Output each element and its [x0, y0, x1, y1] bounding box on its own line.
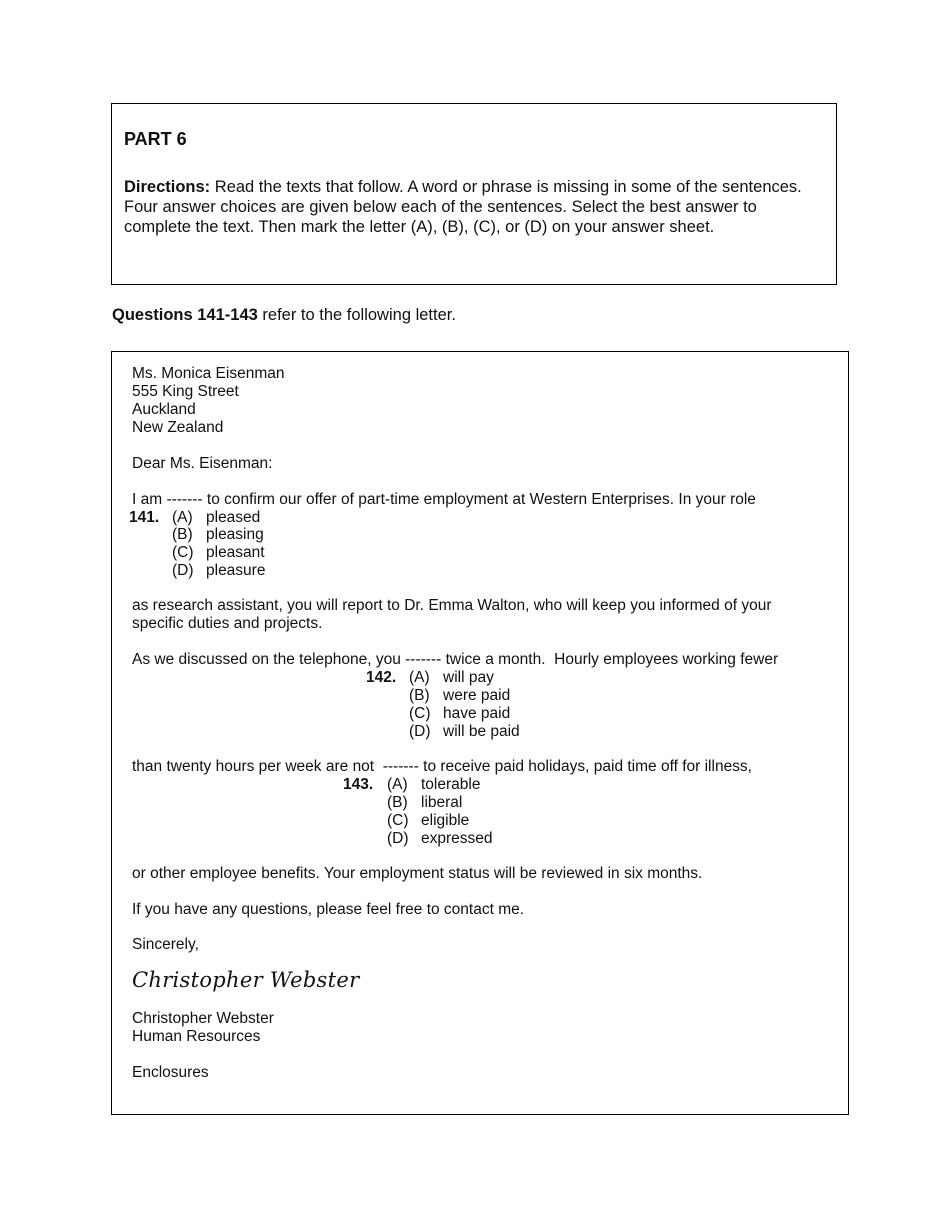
letter-line-2a: as research assistant, you will report to Dr. Emma Walton, who will keep you informed of your: [132, 597, 772, 614]
enclosures: Enclosures: [132, 1064, 209, 1081]
questions-heading: [112, 306, 456, 325]
letter-line-6: If you have any questions, please feel free to contact me.: [132, 901, 525, 918]
directions-label: Directions:: [124, 178, 211, 196]
answer-option: (C) eligible: [387, 812, 470, 829]
signer-name: Christopher Webster: [132, 1010, 274, 1027]
questions-range: Questions 141-143: [112, 306, 258, 324]
signature: Christopher Webster: [132, 968, 360, 992]
question-number: 141.: [129, 509, 160, 526]
directions-text: Read the texts that follow. A word or phrase is missing in some of the sentences. Four answer choices are given below each of the sentences. Select the best answer to complete the text. Then mark the letter (A), (B), (C), or (D) on your answer sheet.: [124, 178, 802, 236]
letter-line-5: or other employee benefits. Your employment status will be reviewed in six months.: [132, 865, 703, 882]
answer-option: (B) liberal: [387, 794, 463, 811]
answer-option: (D) expressed: [387, 830, 493, 847]
address-line: Auckland: [132, 401, 196, 418]
letter-line-3: As we discussed on the telephone, you ------- twice a month. Hourly employees working fewer: [132, 651, 779, 668]
question-number: 142.: [366, 669, 397, 686]
answer-option: (A) pleased: [172, 509, 261, 526]
question-number: 143.: [343, 776, 374, 793]
directions-paragraph: [124, 177, 824, 237]
answer-option: (C) pleasant: [172, 544, 265, 561]
answer-option: (C) have paid: [409, 705, 511, 722]
letter-line-2b: specific duties and projects.: [132, 615, 323, 632]
address-line: New Zealand: [132, 419, 224, 436]
answer-option: (A) will pay: [409, 669, 494, 686]
address-line: Ms. Monica Eisenman: [132, 365, 285, 382]
answer-option: (A) tolerable: [387, 776, 481, 793]
part-title: PART 6: [124, 129, 187, 149]
salutation: Dear Ms. Eisenman:: [132, 455, 273, 472]
closing: Sincerely,: [132, 936, 199, 953]
answer-option: (B) were paid: [409, 687, 511, 704]
letter-line-4: than twenty hours per week are not ------- to receive paid holidays, paid time off for illness,: [132, 758, 752, 775]
questions-heading-rest: refer to the following letter.: [257, 306, 456, 324]
answer-option: (B) pleasing: [172, 526, 264, 543]
address-line: 555 King Street: [132, 383, 239, 400]
answer-option: (D) pleasure: [172, 562, 266, 579]
letter-line-1: I am ------- to confirm our offer of part-time employment at Western Enterprises. In your role: [132, 491, 756, 508]
signer-department: Human Resources: [132, 1028, 261, 1045]
directions-box: [111, 103, 837, 285]
answer-option: (D) will be paid: [409, 723, 520, 740]
